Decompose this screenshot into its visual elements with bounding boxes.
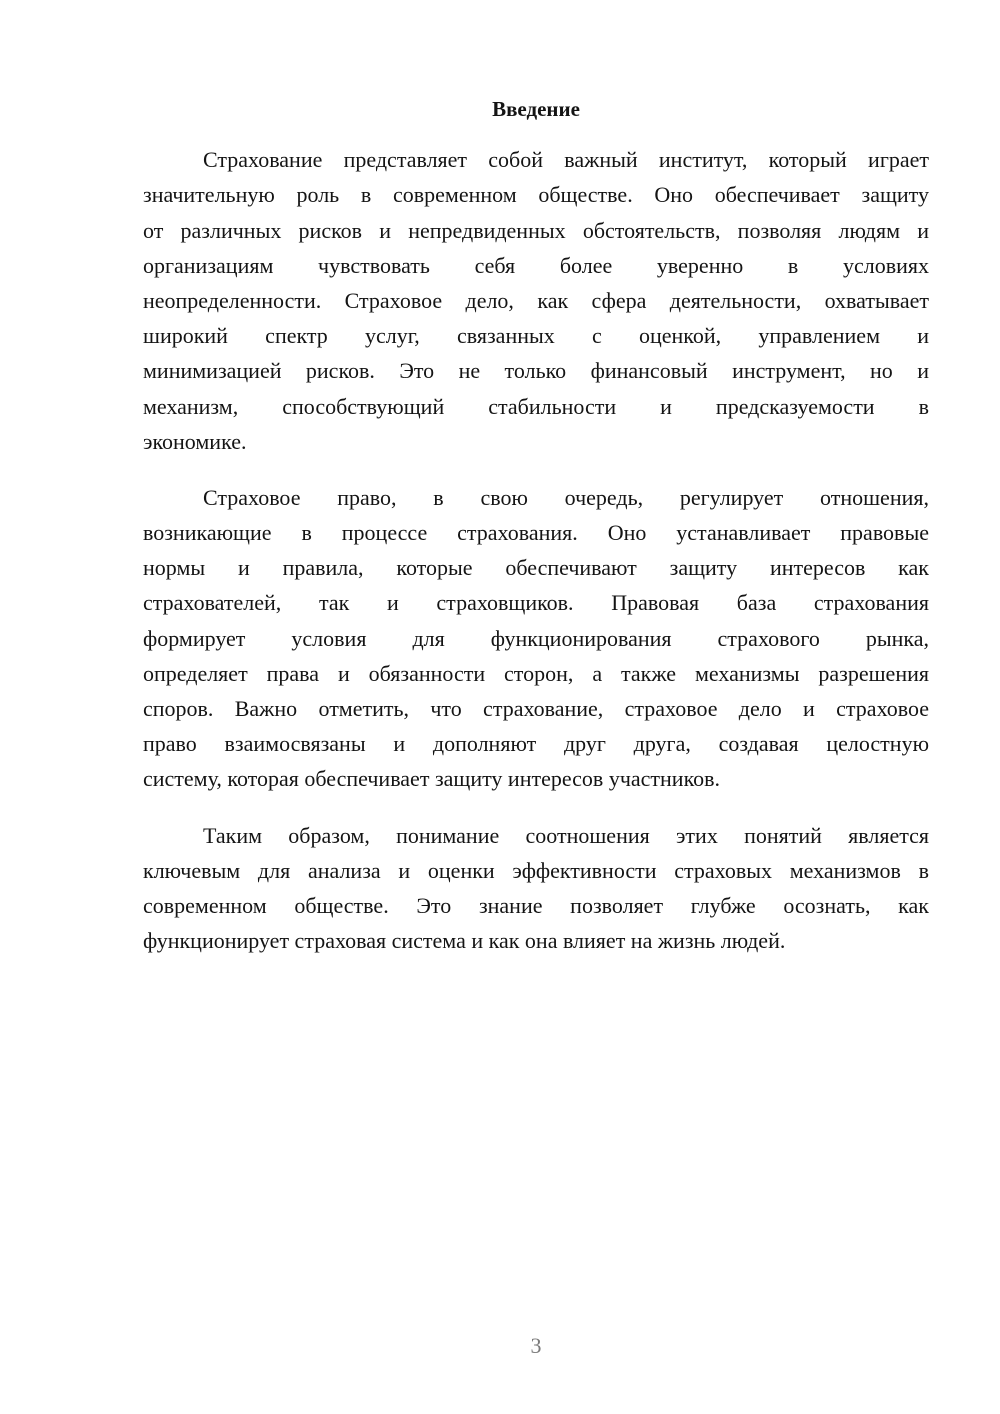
text-line: минимизацией рисков. Это не только финансовый инструмент, но и xyxy=(143,358,929,384)
text-line: споров. Важно отметить, что страхование, страховое дело и страховое xyxy=(143,696,929,721)
paragraph-2 xyxy=(143,480,929,797)
text-line: от различных рисков и непредвиденных обстоятельств, позволяя людям и xyxy=(143,217,929,243)
text-line: право взаимосвязаны и дополняют друг друга, создавая целостную xyxy=(143,731,929,757)
text-line: механизм, способствующий стабильности и предсказуемости в xyxy=(143,393,929,419)
text-line: формирует условия для функционирования страхового рынка, xyxy=(143,625,929,651)
text-line: возникающие в процессе страхования. Оно устанавливает правовые xyxy=(143,520,929,546)
text-line: современном обществе. Это знание позволяет глубже осознать, как xyxy=(143,892,929,918)
text-line: экономике. xyxy=(143,428,247,454)
text-line: ключевым для анализа и оценки эффективности страховых механизмов в xyxy=(143,857,929,883)
page-number: 3 xyxy=(530,1333,542,1358)
text-line: Страховое право, в свою очередь, регулирует отношения, xyxy=(203,484,929,510)
text-line: организациям чувствовать себя более уверенно в условиях xyxy=(143,252,929,278)
paragraph-1 xyxy=(143,142,929,459)
text-line: нормы и правила, которые обеспечивают защиту интересов как xyxy=(143,555,929,581)
text-line: систему, которая обеспечивает защиту интересов участников. xyxy=(143,766,721,792)
text-line: определяет права и обязанности сторон, а также механизмы разрешения xyxy=(143,660,929,686)
text-line: страхователей, так и страховщиков. Правовая база страхования xyxy=(143,590,929,616)
text-line: неопределенности. Страховое дело, как сфера деятельности, охватывает xyxy=(143,287,929,313)
text-line: Страхование представляет собой важный институт, который играет xyxy=(203,147,929,173)
text-line: Таким образом, понимание соотношения этих понятий является xyxy=(203,822,929,848)
document-body xyxy=(143,92,929,979)
section-title: Введение xyxy=(492,97,580,121)
text-line: широкий спектр услуг, связанных с оценкой, управлением и xyxy=(143,323,929,349)
text-line: значительную роль в современном обществе. Оно обеспечивает защиту xyxy=(143,182,929,208)
text-line: функционирует страховая система и как она влияет на жизнь людей. xyxy=(143,928,786,954)
paragraph-3 xyxy=(143,818,929,959)
